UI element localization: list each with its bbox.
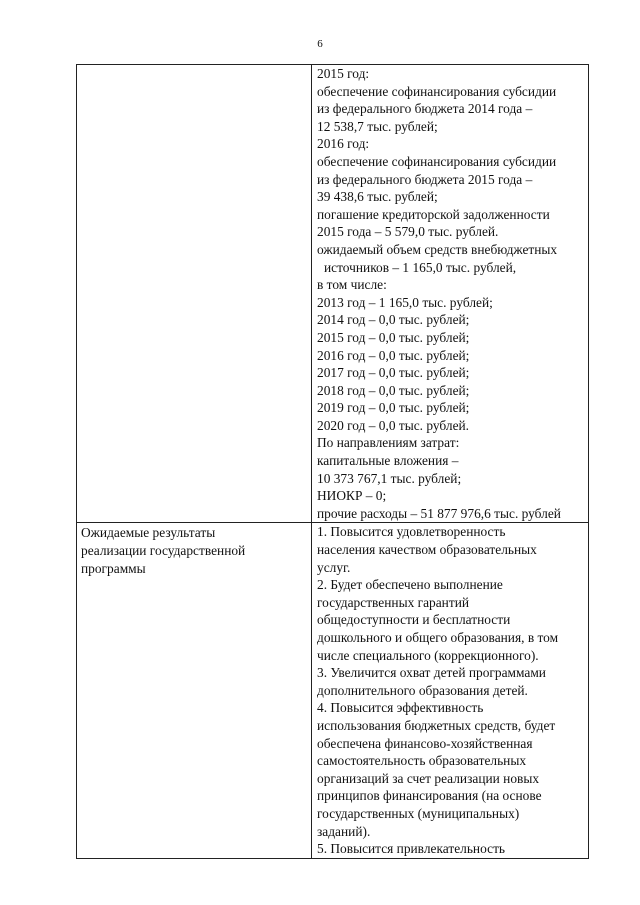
row-label-cell [77, 523, 312, 858]
text-line: 2014 год – 0,0 тыс. рублей; [317, 312, 470, 328]
text-line: 2020 год – 0,0 тыс. рублей. [317, 417, 470, 433]
text-line: 10 373 767,1 тыс. рублей; [317, 470, 462, 486]
table-row-funding [77, 65, 589, 523]
text-line: капитальные вложения – [317, 453, 459, 469]
text-line: 2013 год – 1 165,0 тыс. рублей; [317, 294, 493, 310]
text-line: заданий). [317, 823, 371, 839]
text-line: населения качеством образовательных [317, 542, 537, 558]
text-line: государственных (муниципальных) [317, 805, 520, 821]
text-line: услуг. [317, 559, 351, 575]
text-line: 2016 год: [317, 136, 370, 152]
text-line: дошкольного и общего образования, в том [317, 630, 559, 645]
text-line: из федерального бюджета 2015 года – [317, 171, 533, 187]
text-line: 2019 год – 0,0 тыс. рублей; [317, 400, 470, 416]
text-line: государственных гарантий [317, 594, 470, 610]
row-label-line: реализации государственной [81, 543, 246, 559]
row-content-cell [312, 523, 589, 858]
text-line: По направлениям затрат: [317, 435, 460, 451]
row-label-cell [77, 65, 312, 523]
text-line: из федерального бюджета 2014 года – [317, 101, 533, 117]
text-line: использования бюджетных средств, будет [317, 717, 556, 733]
text-line: 39 438,6 тыс. рублей; [317, 189, 438, 205]
text-line: самостоятельность образовательных [317, 753, 527, 769]
passport-table [76, 64, 589, 859]
text-line: 4. Повысится эффективность [317, 700, 484, 716]
text-line: 2015 год – 0,0 тыс. рублей; [317, 329, 470, 345]
text-line: 2015 год: [317, 66, 370, 81]
text-line: обеспечение софинансирования субсидии [317, 83, 557, 99]
table-row-expected-results [77, 523, 589, 858]
text-line: общедоступности и бесплатности [317, 612, 511, 628]
text-line: организаций за счет реализации новых [317, 770, 540, 786]
text-line: 2018 год – 0,0 тыс. рублей; [317, 382, 470, 398]
text-line: погашение кредиторской задолженности [317, 206, 550, 222]
text-line: 2015 года – 5 579,0 тыс. рублей. [317, 224, 499, 240]
text-line: ожидаемый объем средств внебюджетных [317, 241, 558, 257]
page-number: 6 [317, 38, 323, 50]
text-line: 3. Увеличится охват детей программами [317, 665, 546, 681]
text-line: 5. Повысится привлекательность [317, 841, 506, 857]
text-line: принципов финансирования (на основе [317, 788, 542, 804]
text-line: источников – 1 165,0 тыс. рублей, [324, 259, 517, 275]
text-line: обеспечение софинансирования субсидии [317, 153, 557, 169]
text-line: числе специального (коррекционного). [317, 647, 539, 663]
text-line: 2017 год – 0,0 тыс. рублей; [317, 365, 470, 381]
row-label-line: Ожидаемые результаты [81, 525, 216, 541]
text-line: обеспечена финансово-хозяйственная [317, 735, 533, 751]
text-line: 2. Будет обеспечено выполнение [317, 577, 503, 593]
text-line: дополнительного образования детей. [317, 682, 528, 698]
text-line: прочие расходы – 51 877 976,6 тыс. рублей [317, 505, 561, 521]
text-line: НИОКР – 0; [317, 488, 387, 504]
text-line: 2016 год – 0,0 тыс. рублей; [317, 347, 470, 363]
text-line: в том числе: [317, 277, 387, 293]
text-line: 12 538,7 тыс. рублей; [317, 118, 438, 134]
row-label-line: программы [81, 560, 146, 576]
text-line: 1. Повысится удовлетворенность [317, 524, 506, 540]
row-content-cell [312, 65, 589, 523]
